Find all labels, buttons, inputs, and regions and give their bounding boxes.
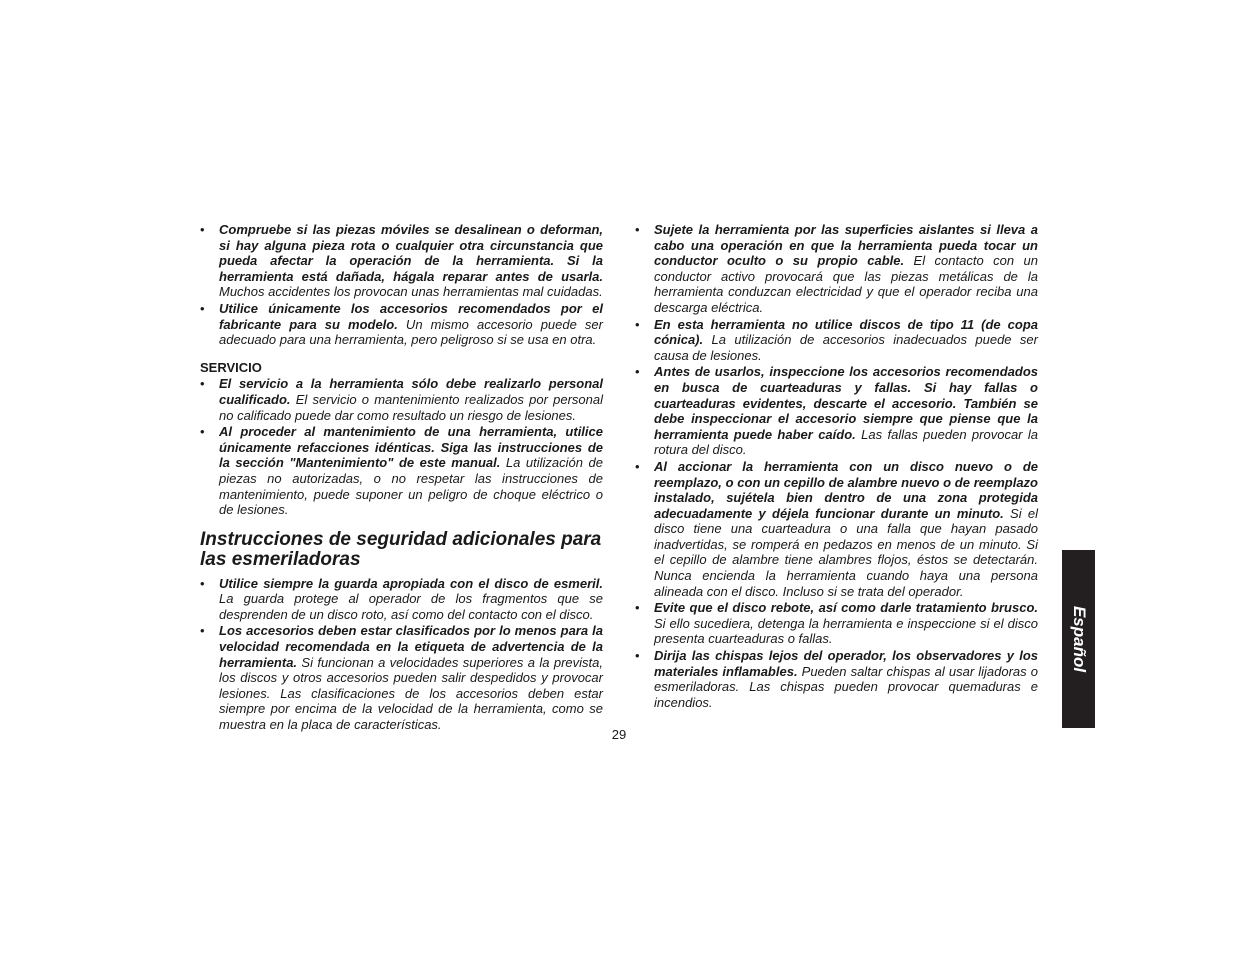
list-item: • En esta herramienta no utilice discos de tipo 11 (de copa cónica). La utilización de accesorios inadecuados puede ser causa de lesiones. xyxy=(635,317,1038,364)
list-item: • Los accesorios deben estar clasificados por lo menos para la velocidad recomendada en la etiqueta de advertencia de la herramienta. Si funcionan a velocidades superiores a la prevista, los discos y otros accesorios pueden salir despedidos y provocar lesiones. Las clasificaciones de los accesorios deben estar siempre por encima de la velocidad de la herramienta, como se muestra en la placa de características. xyxy=(200,623,603,732)
list-item: • El servicio a la herramienta sólo debe realizarlo personal cualificado. El servicio o mantenimiento realizados por personal no calificado puede dar como resultado un riesgo de lesiones. xyxy=(200,376,603,423)
page-number: 29 xyxy=(611,727,627,742)
list-item: • Al proceder al mantenimiento de una herramienta, utilice únicamente refacciones idénticas. Siga las instrucciones de la sección "Mantenimiento" de este manual. La utilización de piezas no autorizadas, o no respetar las instrucciones de mantenimiento, puede suponer un peligro de choque eléctrico o de lesiones. xyxy=(200,424,603,518)
list-item: • Compruebe si las piezas móviles se desalinean o deforman, si hay alguna pieza rota o cualquier otra circunstancia que pueda afectar la operación de la herramienta. Si la herramienta está dañada, hágala reparar antes de usarla. Muchos accidentes los provocan unas herramientas mal cuidadas. xyxy=(200,222,603,300)
list-item: • Utilice únicamente los accesorios recomendados por el fabricante para su modelo. Un mismo accesorio puede ser adecuado para una herramienta, pero peligroso si se usa en otra. xyxy=(200,301,603,348)
language-tab-label: Español xyxy=(1069,605,1089,673)
bullet-list-right xyxy=(635,222,1038,710)
bullet-list-service xyxy=(200,376,603,517)
list-item: • Antes de usarlos, inspeccione los accesorios recomendados en busca de cuarteaduras y fallas. Si hay fallas o cuarteaduras evidentes, descarte el accesorio. También se debe inspeccionar el accesorio siempre que piense que la herramienta puede haber caído. Las fallas pueden provocar la rotura del disco. xyxy=(635,364,1038,458)
grinder-safety-heading: Instrucciones de seguridad adicionales para las esmeriladoras xyxy=(200,528,602,570)
bullet-list-grinder xyxy=(200,576,603,733)
list-item: • Dirija las chispas lejos del operador, los observadores y los materiales inflamables. Pueden saltar chispas al usar lijadoras o esmeriladoras. Las chispas pueden provocar quemaduras e incendios. xyxy=(635,648,1038,710)
list-item: • Sujete la herramienta por las superficies aislantes si lleva a cabo una operación en que la herramienta pueda tocar un conductor oculto o su propio cable. El contacto con un conductor activo provocará que las piezas metálicas de la herramienta conduzcan electricidad y que el operador reciba una descarga eléctrica. xyxy=(635,222,1038,316)
left-column xyxy=(200,222,603,734)
bullet-list-general xyxy=(200,222,603,348)
list-item: • Utilice siempre la guarda apropiada con el disco de esmeril. La guarda protege al operador de los fragmentos que se desprenden de un disco roto, así como del contacto con el disco. xyxy=(200,576,603,623)
right-column xyxy=(635,222,1038,711)
list-item: • Al accionar la herramienta con un disco nuevo o de reemplazo, o con un cepillo de alambre nuevo o de reemplazo instalado, sujétela bien dentro de una zona protegida adecuadamente y déjela funcionar durante un minuto. Si el disco tiene una cuarteadura o una falla que hayan pasado inadvertidas, se romperá en pedazos en menos de un minuto. Si el cepillo de alambre tiene alambres flojos, éstos se detectarán. Nunca encienda la herramienta cuando haya una persona alineada con el disco. Incluso si se trata del operador. xyxy=(635,459,1038,599)
language-tab xyxy=(1062,550,1095,728)
service-heading: SERVICIO xyxy=(200,359,262,375)
list-item: • Evite que el disco rebote, así como darle tratamiento brusco. Si ello sucediera, detenga la herramienta e inspeccione si el disco presenta cuarteaduras o fallas. xyxy=(635,600,1038,647)
